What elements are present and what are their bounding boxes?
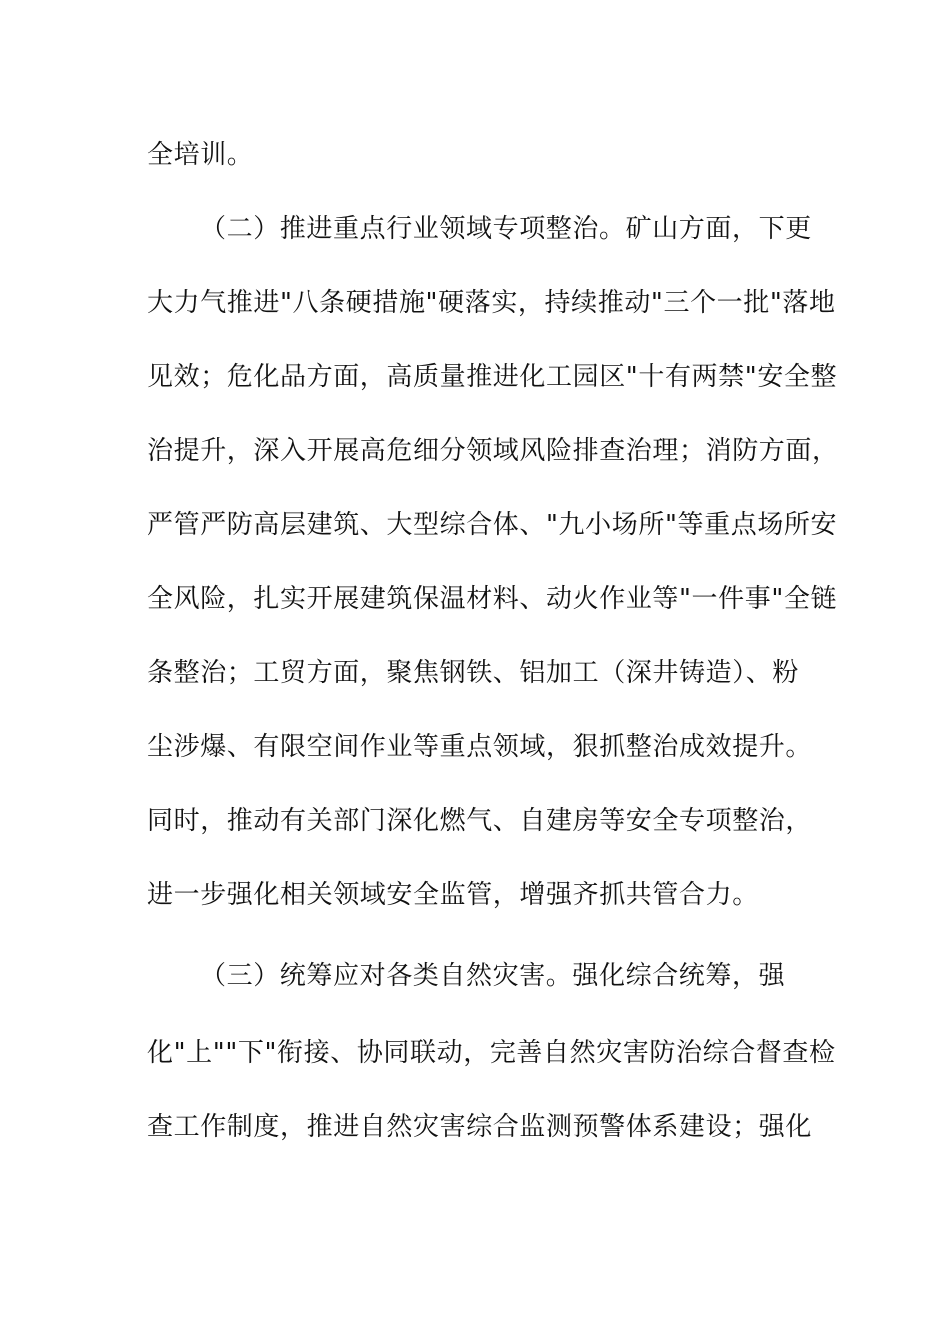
paragraph-line: 化"上""下"衔接、协同联动，完善自然灾害防治综合督查检	[147, 1038, 836, 1068]
paragraph-line: 治提升，深入开展高危细分领域风险排查治理；消防方面，	[147, 436, 839, 466]
paragraph-line: 进一步强化相关领域安全监管，增强齐抓共管合力。	[147, 880, 759, 910]
paragraph-line: 全培训。	[147, 140, 254, 170]
paragraph-line: （三）统筹应对各类自然灾害。强化综合统筹，强	[200, 961, 786, 991]
paragraph-line: 全风险，扎实开展建筑保温材料、动火作业等"一件事"全链	[147, 584, 838, 614]
paragraph-line: 见效；危化品方面，高质量推进化工园区"十有两禁"安全整	[147, 362, 838, 392]
paragraph-line: 同时，推动有关部门深化燃气、自建房等安全专项整治，	[147, 806, 813, 836]
paragraph-line: （二）推进重点行业领域专项整治。矿山方面，下更	[200, 214, 812, 244]
paragraph-line: 尘涉爆、有限空间作业等重点领域，狠抓整治成效提升。	[147, 732, 813, 762]
paragraph-line: 查工作制度，推进自然灾害综合监测预警体系建设；强化	[147, 1112, 813, 1142]
paragraph-line: 大力气推进"八条硬措施"硬落实，持续推动"三个一批"落地	[147, 288, 836, 318]
paragraph-line: 严管严防高层建筑、大型综合体、"九小场所"等重点场所安	[147, 510, 838, 540]
paragraph-line: 条整治；工贸方面，聚焦钢铁、铝加工（深井铸造）、粉	[147, 658, 800, 688]
